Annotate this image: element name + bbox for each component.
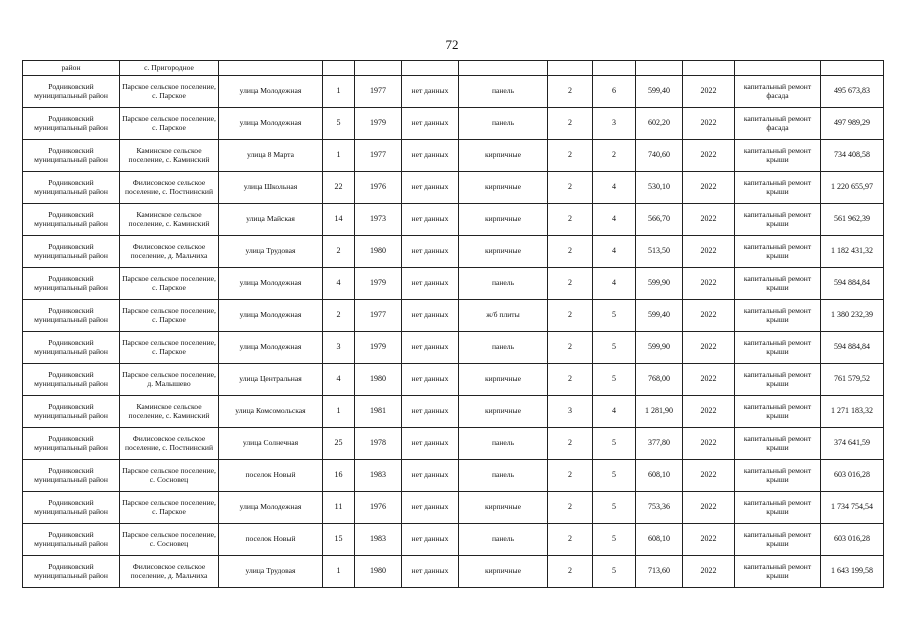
cell-apartments: 5 xyxy=(593,428,636,460)
cell-empty xyxy=(355,61,402,76)
cell-street: улица Молодежная xyxy=(219,268,323,300)
cell-district: Родниковский муниципальный район xyxy=(23,524,120,556)
cell-apartments: 4 xyxy=(593,396,636,428)
cell-empty xyxy=(593,61,636,76)
cell-renovation-year: нет данных xyxy=(402,332,459,364)
cell-build-year: 1977 xyxy=(355,300,402,332)
cell-cost: 594 884,84 xyxy=(821,268,884,300)
cell-settlement: Филисовское сельское поселение, д. Мальчиха xyxy=(120,236,219,268)
cell-cost: 734 408,58 xyxy=(821,140,884,172)
cell-settlement: Филисовское сельское поселение, д. Мальчиха xyxy=(120,556,219,588)
cell-street: поселок Новый xyxy=(219,460,323,492)
cell-area: 513,50 xyxy=(636,236,683,268)
cell-settlement: Парское сельское поселение, с. Парское xyxy=(120,332,219,364)
cell-cost: 495 673,83 xyxy=(821,76,884,108)
cell-area: 713,60 xyxy=(636,556,683,588)
cell-renovation-year: нет данных xyxy=(402,524,459,556)
table-row xyxy=(23,172,884,204)
cell-apartments: 5 xyxy=(593,460,636,492)
cell-build-year: 1983 xyxy=(355,460,402,492)
cell-build-year: 1979 xyxy=(355,332,402,364)
cell-renovation-year: нет данных xyxy=(402,460,459,492)
cell-renovation-year: нет данных xyxy=(402,108,459,140)
housing-table xyxy=(22,60,884,588)
cell-wall-material: кирпичные xyxy=(459,556,548,588)
cell-work-type: капитальный ремонт крыши xyxy=(735,428,821,460)
cell-renovation-year: нет данных xyxy=(402,428,459,460)
cell-area: 608,10 xyxy=(636,460,683,492)
cell-area: 740,60 xyxy=(636,140,683,172)
table-row xyxy=(23,428,884,460)
cell-wall-material: кирпичные xyxy=(459,204,548,236)
cell-work-type: капитальный ремонт крыши xyxy=(735,364,821,396)
cell-plan-year: 2022 xyxy=(683,460,735,492)
cell-wall-material: кирпичные xyxy=(459,396,548,428)
cell-plan-year: 2022 xyxy=(683,428,735,460)
cell-apartments: 5 xyxy=(593,364,636,396)
cell-cost: 761 579,52 xyxy=(821,364,884,396)
cell-street: улица Трудовая xyxy=(219,236,323,268)
cell-floors: 2 xyxy=(548,108,593,140)
cell-plan-year: 2022 xyxy=(683,364,735,396)
cell-work-type: капитальный ремонт крыши xyxy=(735,396,821,428)
cell-area: 599,90 xyxy=(636,268,683,300)
cell-wall-material: ж/б плиты xyxy=(459,300,548,332)
cell-settlement: Парское сельское поселение, с. Парское xyxy=(120,108,219,140)
cell-plan-year: 2022 xyxy=(683,76,735,108)
table-body xyxy=(23,61,884,588)
cell-apartments: 4 xyxy=(593,172,636,204)
cell-plan-year: 2022 xyxy=(683,332,735,364)
cell-cost: 603 016,28 xyxy=(821,524,884,556)
cell-street: улица Молодежная xyxy=(219,332,323,364)
cell-street: улица Молодежная xyxy=(219,300,323,332)
cell-area: 599,90 xyxy=(636,332,683,364)
cell-apartments: 5 xyxy=(593,492,636,524)
cell-empty xyxy=(402,61,459,76)
cell-street: поселок Новый xyxy=(219,524,323,556)
cell-plan-year: 2022 xyxy=(683,524,735,556)
cell-street: улица Молодежная xyxy=(219,108,323,140)
cell-work-type: капитальный ремонт крыши xyxy=(735,460,821,492)
cell-wall-material: кирпичные xyxy=(459,364,548,396)
cell-floors: 2 xyxy=(548,172,593,204)
cell-cost: 1 182 431,32 xyxy=(821,236,884,268)
cell-house-number: 14 xyxy=(323,204,355,236)
cell-build-year: 1983 xyxy=(355,524,402,556)
cell-apartments: 2 xyxy=(593,140,636,172)
cell-street: улица Трудовая xyxy=(219,556,323,588)
cell-house-number: 2 xyxy=(323,236,355,268)
table-row xyxy=(23,492,884,524)
cell-floors: 2 xyxy=(548,556,593,588)
cell-district: Родниковский муниципальный район xyxy=(23,428,120,460)
cell-settlement: Парское сельское поселение, с. Парское xyxy=(120,300,219,332)
cell-district: Родниковский муниципальный район xyxy=(23,268,120,300)
cell-build-year: 1976 xyxy=(355,172,402,204)
cell-floors: 2 xyxy=(548,300,593,332)
cell-house-number: 16 xyxy=(323,460,355,492)
cell-cost: 1 734 754,54 xyxy=(821,492,884,524)
cell-district: Родниковский муниципальный район xyxy=(23,236,120,268)
cell-street: улица Молодежная xyxy=(219,492,323,524)
cell-district: Родниковский муниципальный район xyxy=(23,332,120,364)
cell-wall-material: панель xyxy=(459,108,548,140)
cell-cost: 561 962,39 xyxy=(821,204,884,236)
cell-apartments: 5 xyxy=(593,300,636,332)
cell-wall-material: кирпичные xyxy=(459,236,548,268)
cell-district: Родниковский муниципальный район xyxy=(23,364,120,396)
cell-apartments: 4 xyxy=(593,204,636,236)
cell-apartments: 5 xyxy=(593,332,636,364)
cell-district: Родниковский муниципальный район xyxy=(23,556,120,588)
cell-build-year: 1979 xyxy=(355,268,402,300)
cell-work-type: капитальный ремонт крыши xyxy=(735,492,821,524)
cell-house-number: 15 xyxy=(323,524,355,556)
cell-wall-material: панель xyxy=(459,428,548,460)
cell-work-type: капитальный ремонт крыши xyxy=(735,140,821,172)
cell-settlement: Парское сельское поселение, с. Парское xyxy=(120,76,219,108)
cell-floors: 2 xyxy=(548,268,593,300)
cell-house-number: 1 xyxy=(323,140,355,172)
cell-floors: 2 xyxy=(548,76,593,108)
table-row xyxy=(23,204,884,236)
cell-empty xyxy=(459,61,548,76)
cell-work-type: капитальный ремонт фасада xyxy=(735,76,821,108)
cell-area: 599,40 xyxy=(636,76,683,108)
cell-wall-material: кирпичные xyxy=(459,492,548,524)
cell-street: улица Майская xyxy=(219,204,323,236)
cell-plan-year: 2022 xyxy=(683,300,735,332)
cell-wall-material: панель xyxy=(459,460,548,492)
cell-cost: 1 220 655,97 xyxy=(821,172,884,204)
cell-cost: 1 271 183,32 xyxy=(821,396,884,428)
cell-work-type: капитальный ремонт крыши xyxy=(735,236,821,268)
cell-house-number: 4 xyxy=(323,364,355,396)
cell-area: 1 281,90 xyxy=(636,396,683,428)
cell-street: улица 8 Марта xyxy=(219,140,323,172)
cell-district: Родниковский муниципальный район xyxy=(23,460,120,492)
cell-district: Родниковский муниципальный район xyxy=(23,108,120,140)
cell-district: Родниковский муниципальный район xyxy=(23,396,120,428)
cell-renovation-year: нет данных xyxy=(402,268,459,300)
cell-build-year: 1978 xyxy=(355,428,402,460)
cell-floors: 2 xyxy=(548,140,593,172)
cell-renovation-year: нет данных xyxy=(402,396,459,428)
cell-work-type: капитальный ремонт крыши xyxy=(735,204,821,236)
cell-build-year: 1979 xyxy=(355,108,402,140)
cell-build-year: 1980 xyxy=(355,556,402,588)
cell-empty xyxy=(219,61,323,76)
cell-renovation-year: нет данных xyxy=(402,300,459,332)
cell-wall-material: панель xyxy=(459,76,548,108)
cell-area: 768,00 xyxy=(636,364,683,396)
cell-empty xyxy=(821,61,884,76)
cell-street: улица Молодежная xyxy=(219,76,323,108)
cell-cost: 374 641,59 xyxy=(821,428,884,460)
cell-plan-year: 2022 xyxy=(683,108,735,140)
cell-house-number: 5 xyxy=(323,108,355,140)
table-row xyxy=(23,108,884,140)
cell-floors: 2 xyxy=(548,236,593,268)
table-row xyxy=(23,332,884,364)
cell-work-type: капитальный ремонт крыши xyxy=(735,268,821,300)
cell-build-year: 1981 xyxy=(355,396,402,428)
cell-settlement: Парское сельское поселение, с. Парское xyxy=(120,268,219,300)
cell-apartments: 3 xyxy=(593,108,636,140)
cell-apartments: 5 xyxy=(593,556,636,588)
cell-area: 377,80 xyxy=(636,428,683,460)
cell-district: Родниковский муниципальный район xyxy=(23,204,120,236)
cell-renovation-year: нет данных xyxy=(402,556,459,588)
table-row xyxy=(23,236,884,268)
cell-cost: 497 989,29 xyxy=(821,108,884,140)
cell-plan-year: 2022 xyxy=(683,556,735,588)
cell-floors: 2 xyxy=(548,428,593,460)
cell-street: улица Солнечная xyxy=(219,428,323,460)
cell-floors: 2 xyxy=(548,524,593,556)
cell-area: 566,70 xyxy=(636,204,683,236)
cell-floors: 2 xyxy=(548,364,593,396)
cell-plan-year: 2022 xyxy=(683,396,735,428)
cell-work-type: капитальный ремонт крыши xyxy=(735,332,821,364)
cell-plan-year: 2022 xyxy=(683,492,735,524)
cell-apartments: 4 xyxy=(593,268,636,300)
cell-build-year: 1980 xyxy=(355,364,402,396)
cell-build-year: 1976 xyxy=(355,492,402,524)
cell-wall-material: панель xyxy=(459,524,548,556)
cell-plan-year: 2022 xyxy=(683,268,735,300)
cell-empty xyxy=(636,61,683,76)
cell-house-number: 1 xyxy=(323,76,355,108)
cell-district: Родниковский муниципальный район xyxy=(23,76,120,108)
cell-district: Родниковский муниципальный район xyxy=(23,300,120,332)
cell-build-year: 1977 xyxy=(355,140,402,172)
table-row xyxy=(23,268,884,300)
table-row xyxy=(23,556,884,588)
cell-district: Родниковский муниципальный район xyxy=(23,140,120,172)
cell-work-type: капитальный ремонт крыши xyxy=(735,556,821,588)
cell-wall-material: панель xyxy=(459,268,548,300)
cell-work-type: капитальный ремонт крыши xyxy=(735,524,821,556)
cell-wall-material: кирпичные xyxy=(459,140,548,172)
cell-plan-year: 2022 xyxy=(683,236,735,268)
cell-empty xyxy=(323,61,355,76)
cell-plan-year: 2022 xyxy=(683,172,735,204)
cell-empty xyxy=(683,61,735,76)
cell-empty xyxy=(735,61,821,76)
page-number: 72 xyxy=(445,37,459,52)
cell-build-year: 1980 xyxy=(355,236,402,268)
cell-wall-material: панель xyxy=(459,332,548,364)
cell-street: улица Школьная xyxy=(219,172,323,204)
cell-cost: 1 643 199,58 xyxy=(821,556,884,588)
cell-house-number: 2 xyxy=(323,300,355,332)
cell-renovation-year: нет данных xyxy=(402,204,459,236)
cell-settlement: Парское сельское поселение, с. Сосновец xyxy=(120,460,219,492)
table-row xyxy=(23,300,884,332)
cell-settlement: Каминское сельское поселение, с. Каминский xyxy=(120,204,219,236)
cell-plan-year: 2022 xyxy=(683,140,735,172)
cell-settlement: Парское сельское поселение, с. Парское xyxy=(120,492,219,524)
cell-district: Родниковский муниципальный район xyxy=(23,172,120,204)
cell-renovation-year: нет данных xyxy=(402,172,459,204)
cell-cost: 1 380 232,39 xyxy=(821,300,884,332)
cell-area: 753,36 xyxy=(636,492,683,524)
cell-settlement: с. Пригородное xyxy=(120,61,219,76)
cell-settlement: Каминское сельское поселение, с. Каминский xyxy=(120,140,219,172)
cell-floors: 3 xyxy=(548,396,593,428)
cell-work-type: капитальный ремонт крыши xyxy=(735,300,821,332)
cell-plan-year: 2022 xyxy=(683,204,735,236)
cell-renovation-year: нет данных xyxy=(402,76,459,108)
cell-street: улица Центральная xyxy=(219,364,323,396)
cell-renovation-year: нет данных xyxy=(402,236,459,268)
cell-renovation-year: нет данных xyxy=(402,364,459,396)
cell-district: Родниковский муниципальный район xyxy=(23,492,120,524)
cell-area: 599,40 xyxy=(636,300,683,332)
cell-house-number: 22 xyxy=(323,172,355,204)
cell-cost: 594 884,84 xyxy=(821,332,884,364)
cell-apartments: 6 xyxy=(593,76,636,108)
cell-area: 530,10 xyxy=(636,172,683,204)
cell-floors: 2 xyxy=(548,492,593,524)
cell-wall-material: кирпичные xyxy=(459,172,548,204)
table-row xyxy=(23,396,884,428)
cell-renovation-year: нет данных xyxy=(402,140,459,172)
cell-floors: 2 xyxy=(548,204,593,236)
cell-settlement: Парское сельское поселение, д. Малышево xyxy=(120,364,219,396)
cell-settlement: Каминское сельское поселение, с. Каминский xyxy=(120,396,219,428)
cell-floors: 2 xyxy=(548,460,593,492)
cell-street: улица Комсомольская xyxy=(219,396,323,428)
table-row xyxy=(23,140,884,172)
cell-build-year: 1977 xyxy=(355,76,402,108)
cell-house-number: 11 xyxy=(323,492,355,524)
cell-house-number: 4 xyxy=(323,268,355,300)
cell-house-number: 1 xyxy=(323,396,355,428)
table-row xyxy=(23,460,884,492)
cell-cost: 603 016,28 xyxy=(821,460,884,492)
table-row-continued xyxy=(23,61,884,76)
cell-area: 608,10 xyxy=(636,524,683,556)
cell-settlement: Филисовское сельское поселение, с. Постнинский xyxy=(120,428,219,460)
cell-apartments: 4 xyxy=(593,236,636,268)
cell-floors: 2 xyxy=(548,332,593,364)
cell-house-number: 1 xyxy=(323,556,355,588)
cell-area: 602,20 xyxy=(636,108,683,140)
table-row xyxy=(23,524,884,556)
table-row xyxy=(23,364,884,396)
cell-empty xyxy=(548,61,593,76)
cell-settlement: Филисовское сельское поселение, с. Постнинский xyxy=(120,172,219,204)
cell-house-number: 25 xyxy=(323,428,355,460)
cell-renovation-year: нет данных xyxy=(402,492,459,524)
cell-work-type: капитальный ремонт фасада xyxy=(735,108,821,140)
cell-apartments: 5 xyxy=(593,524,636,556)
cell-build-year: 1973 xyxy=(355,204,402,236)
cell-house-number: 3 xyxy=(323,332,355,364)
cell-work-type: капитальный ремонт крыши xyxy=(735,172,821,204)
cell-settlement: Парское сельское поселение, с. Сосновец xyxy=(120,524,219,556)
cell-district: район xyxy=(23,61,120,76)
table-row xyxy=(23,76,884,108)
